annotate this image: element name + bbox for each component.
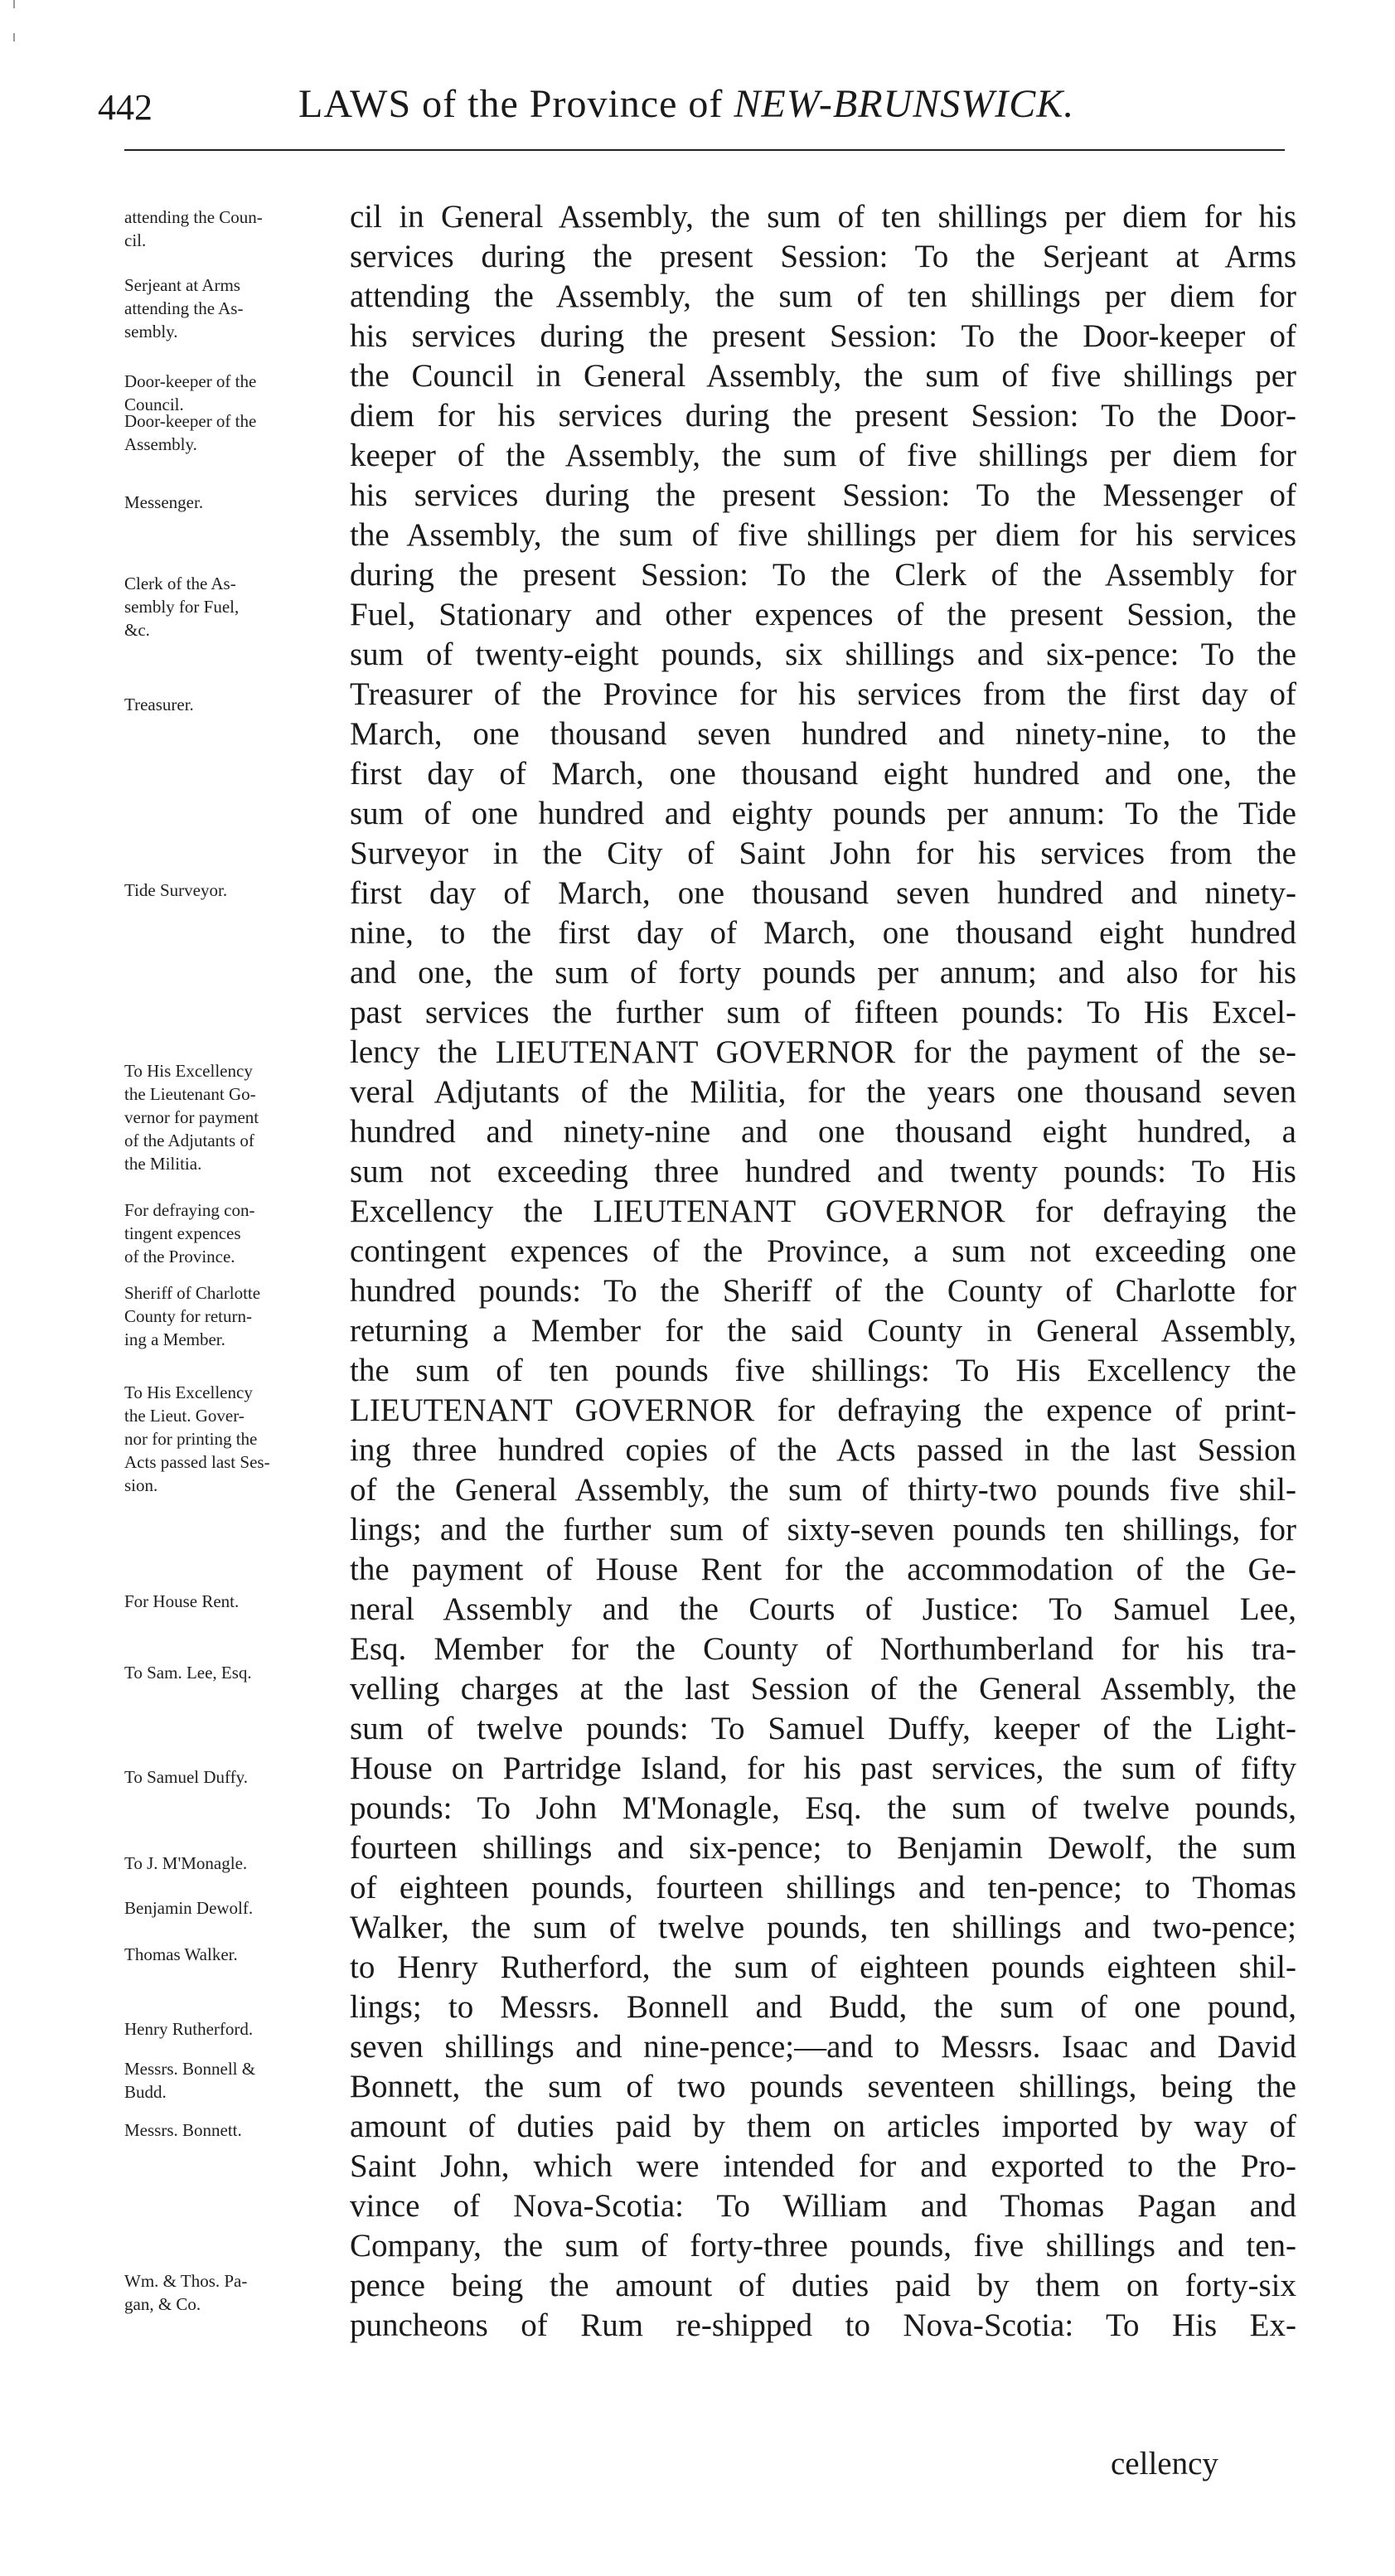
body-line: the Assembly, the sum of five shillings per diem for his services xyxy=(350,517,1296,553)
body-line: services during the present Session: To the Serjeant at Arms xyxy=(350,239,1296,274)
body-line: seven shillings and nine-pence;—and to Messrs. Isaac and David xyxy=(350,2029,1296,2065)
body-line: Excellency the LIEUTENANT GOVERNOR for defraying the xyxy=(350,1194,1296,1229)
body-line: the payment of House Rent for the accommodation of the Ge- xyxy=(350,1552,1296,1587)
body-line: Treasurer of the Province for his services from the first day of xyxy=(350,676,1296,712)
margin-note: Messrs. Bonnell & Budd. xyxy=(124,2059,256,2102)
margin-note: To His Excellency the Lieut. Gover- nor for printing the Acts passed last Ses- sion. xyxy=(124,1382,270,1495)
body-line: the sum of ten pounds five shillings: To His Excellency the xyxy=(350,1353,1296,1388)
body-line: the Council in General Assembly, the sum of five shillings per xyxy=(350,358,1296,394)
body-line: neral Assembly and the Courts of Justice: To Samuel Lee, xyxy=(350,1591,1296,1627)
page-number: 442 xyxy=(98,87,153,128)
margin-note: Messrs. Bonnett. xyxy=(124,2120,242,2140)
body-line: Fuel, Stationary and other expences of the present Session, the xyxy=(350,597,1296,632)
body-line: lings; and the further sum of sixty-seven pounds ten shillings, for xyxy=(350,1512,1296,1547)
margin-note: For defraying con- tingent expences of the Province. xyxy=(124,1200,255,1266)
body-line: House on Partridge Island, for his past services, the sum of fifty xyxy=(350,1750,1296,1786)
body-line: velling charges at the last Session of the General Assembly, the xyxy=(350,1671,1296,1707)
body-line: sum of twelve pounds: To Samuel Duffy, keeper of the Light- xyxy=(350,1711,1296,1746)
margin-note: attending the Coun- cil. xyxy=(124,207,263,250)
margin-note: Clerk of the As- sembly for Fuel, &c. xyxy=(124,574,240,640)
body-line: sum of one hundred and eighty pounds per annum: To the Tide xyxy=(350,796,1296,831)
body-line: LIEUTENANT GOVERNOR for defraying the expence of print- xyxy=(350,1392,1296,1428)
body-line: keeper of the Assembly, the sum of five shillings per diem for xyxy=(350,438,1296,473)
body-line: Walker, the sum of twelve pounds, ten shillings and two-pence; xyxy=(350,1910,1296,1945)
page-header xyxy=(0,0,1395,166)
body-line: hundred and ninety-nine and one thousand eight hundred, a xyxy=(350,1114,1296,1150)
margin-note: Sheriff of Charlotte County for return- ing a Member. xyxy=(124,1283,261,1349)
margin-note: Thomas Walker. xyxy=(124,1944,238,1964)
body-line: pence being the amount of duties paid by them on forty-six xyxy=(350,2268,1296,2303)
margin-note: Messenger. xyxy=(124,492,204,512)
body-line: returning a Member for the said County in General Assembly, xyxy=(350,1313,1296,1349)
body-line: March, one thousand seven hundred and ninety-nine, to the xyxy=(350,716,1296,752)
body-line: fourteen shillings and six-pence; to Benjamin Dewolf, the sum xyxy=(350,1830,1296,1866)
body-line: of the General Assembly, the sum of thirty-two pounds five shil- xyxy=(350,1472,1296,1508)
body-line: puncheons of Rum re-shipped to Nova-Scotia: To His Ex- xyxy=(350,2307,1296,2343)
body-line: Bonnett, the sum of two pounds seventeen shillings, being the xyxy=(350,2069,1296,2104)
body-line: and one, the sum of forty pounds per annum; and also for his xyxy=(350,955,1296,990)
header-rule xyxy=(124,149,1285,151)
body-line: past services the further sum of fifteen pounds: To His Excel- xyxy=(350,995,1296,1030)
body-line: of eighteen pounds, fourteen shillings and ten-pence; to Thomas xyxy=(350,1870,1296,1905)
body-line: first day of March, one thousand eight hundred and one, the xyxy=(350,756,1296,792)
body-line: contingent expences of the Province, a sum not exceeding one xyxy=(350,1233,1296,1269)
margin-note: To J. M'Monagle. xyxy=(124,1853,248,1873)
body-line: hundred pounds: To the Sheriff of the County of Charlotte for xyxy=(350,1273,1296,1309)
running-head xyxy=(298,81,1074,127)
body-line: Saint John, which were intended for and exported to the Pro- xyxy=(350,2148,1296,2184)
margin-note: To Sam. Lee, Esq. xyxy=(124,1663,252,1683)
body-line: sum of twenty-eight pounds, six shillings and six-pence: To the xyxy=(350,637,1296,672)
body-line: Esq. Member for the County of Northumberland for his tra- xyxy=(350,1631,1296,1667)
body-line: lency the LIEUTENANT GOVERNOR for the payment of the se- xyxy=(350,1034,1296,1070)
margin-note: For House Rent. xyxy=(124,1591,240,1611)
body-line: his services during the present Session: To the Door-keeper of xyxy=(350,318,1296,354)
margin-note: To Samuel Duffy. xyxy=(124,1767,249,1787)
body-line: veral Adjutants of the Militia, for the years one thousand seven xyxy=(350,1074,1296,1110)
body-line: Surveyor in the City of Saint John for his services from the xyxy=(350,835,1296,871)
margin-note: Wm. & Thos. Pa- gan, & Co. xyxy=(124,2271,248,2314)
body-line: pounds: To John M'Monagle, Esq. the sum of twelve pounds, xyxy=(350,1790,1296,1826)
body-line: cil in General Assembly, the sum of ten shillings per diem for his xyxy=(350,199,1296,235)
margin-note: Treasurer. xyxy=(124,695,194,714)
body-line: vince of Nova-Scotia: To William and Thomas Pagan and xyxy=(350,2188,1296,2224)
body-line: sum not exceeding three hundred and twenty pounds: To His xyxy=(350,1154,1296,1189)
body-line: first day of March, one thousand seven hundred and ninety- xyxy=(350,875,1296,911)
body-line: attending the Assembly, the sum of ten shillings per diem for xyxy=(350,278,1296,314)
margin-note: Henry Rutherford. xyxy=(124,2019,254,2039)
running-head-prefix: LAWS of the Province of xyxy=(298,82,734,126)
body-line: during the present Session: To the Clerk of the Assembly for xyxy=(350,557,1296,593)
body-line: to Henry Rutherford, the sum of eighteen pounds eighteen shil- xyxy=(350,1949,1296,1985)
margin-note: Door-keeper of the Council. xyxy=(124,371,257,414)
body-line: his services during the present Session: To the Messenger of xyxy=(350,477,1296,513)
margin-note: To His Excellency the Lieutenant Go- vernor for payment of the Adjutants of the Militia. xyxy=(124,1061,259,1174)
margin-note: Tide Surveyor. xyxy=(124,880,228,900)
margin-note: Benjamin Dewolf. xyxy=(124,1898,254,1918)
body-line: amount of duties paid by them on articles imported by way of xyxy=(350,2109,1296,2144)
body-line: lings; to Messrs. Bonnell and Budd, the sum of one pound, xyxy=(350,1989,1296,2025)
margin-note: Serjeant at Arms attending the As- sembly. xyxy=(124,275,244,341)
body-line: diem for his services during the present Session: To the Door- xyxy=(350,398,1296,433)
catchword: cellency xyxy=(1111,2446,1218,2482)
body-line: nine, to the first day of March, one thousand eight hundred xyxy=(350,915,1296,951)
body-line: ing three hundred copies of the Acts passed in the last Session xyxy=(350,1432,1296,1468)
running-head-province: NEW-BRUNSWICK. xyxy=(734,82,1075,126)
margin-note: Door-keeper of the Assembly. xyxy=(124,411,257,454)
body-line: Company, the sum of forty-three pounds, five shillings and ten- xyxy=(350,2228,1296,2264)
